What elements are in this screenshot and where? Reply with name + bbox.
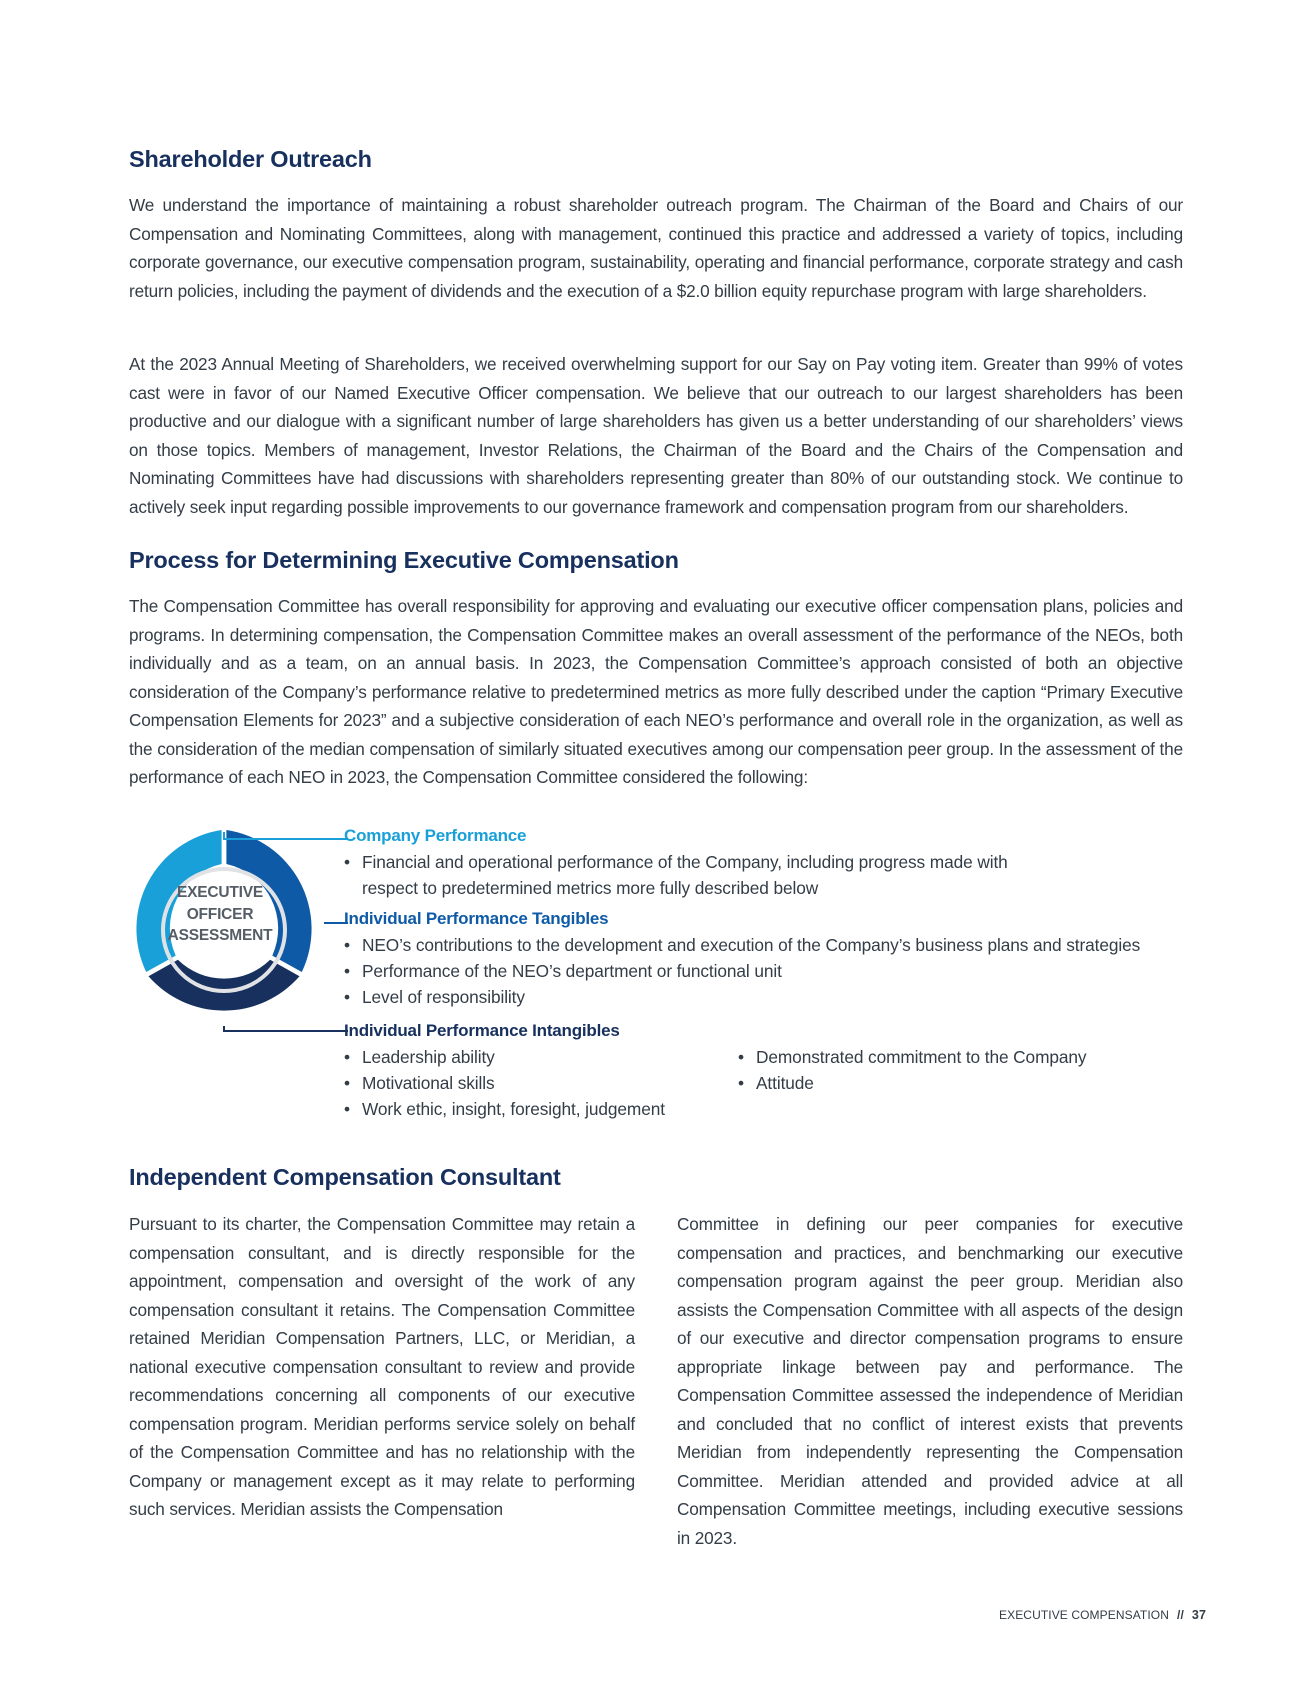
bullet-text: Motivational skills [362, 1073, 495, 1093]
list-item [344, 958, 782, 984]
bullet-text: Leadership ability [362, 1047, 495, 1067]
center-label-line-2: OFFICER [186, 905, 254, 923]
bullet-icon: • [344, 935, 350, 955]
category-performance-tangibles: Individual Performance Tangibles [344, 909, 609, 928]
paragraph-consultant-col-1: Pursuant to its charter, the Compensation Committee may retain a compensation consultant, and is directly responsible for the appointment, compensation and oversight of the work of any compensation consultant it retains. The Compensation Committee retained Meridian Compensation Partners, LLC, or Meridian, a national executive compensation consultant to review and provide recommendations concerning all components of our executive compensation program. Meridian performs service solely on behalf of the Compensation Committee and has no relationship with the Company or management except as it may relate to performing such services. Meridian assists the Compensation [129, 1214, 635, 1519]
list-item [344, 849, 1008, 901]
bullet-text: NEO’s contributions to the development and execution of the Company’s business plans and strategies [362, 935, 1141, 955]
page-footer [999, 1608, 1206, 1622]
footer-separator: // [1177, 1608, 1184, 1622]
bullet-icon: • [344, 1047, 350, 1067]
paragraph-process: The Compensation Committee has overall responsibility for approving and evaluating our executive officer compensation plans, policies and programs. In determining compensation, the Compensation Committee makes an overall assessment of the performance of the NEOs, both individually and as a team, on an annual basis. In 2023, the Compensation Committee’s approach consisted of both an objective consideration of the Company’s performance relative to predetermined metrics as more fully described under the caption “Primary Executive Compensation Elements for 2023” and a subjective consideration of each NEO’s performance and overall role in the organization, as well as the consideration of the median compensation of similarly situated executives among our compensation peer group. In the assessment of the performance of each NEO in 2023, the Compensation Committee considered the following: [129, 596, 1183, 787]
category-company-performance: Company Performance [344, 826, 527, 845]
bullet-text: Attitude [756, 1073, 814, 1093]
list-item [344, 932, 1140, 958]
paragraph-outreach-2: At the 2023 Annual Meeting of Shareholders, we received overwhelming support for our Say on Pay voting item. Greater than 99% of votes cast were in favor of our Named Executive Officer compensation. We believe that our outreach to our largest shareholders has been productive and our dialogue with a significant number of large shareholders has given us a better understanding of our shareholders’ views on those topics. Members of management, Investor Relations, the Chairman of the Board and the Chairs of the Compensation and Nominating Committees have had discussions with shareholders representing greater than 80% of our outstanding stock. We continue to actively seek input regarding possible improvements to our governance framework and compensation program from our shareholders. [129, 354, 1183, 517]
bullet-text: Demonstrated commitment to the Company [756, 1047, 1087, 1067]
heading-shareholder-outreach: Shareholder Outreach [129, 146, 372, 172]
bullet-text: Work ethic, insight, foresight, judgement [362, 1099, 665, 1119]
center-label [130, 882, 310, 947]
footer-section-label: EXECUTIVE COMPENSATION [999, 1608, 1170, 1622]
page-number: 37 [1191, 1608, 1206, 1622]
bullet-text: Financial and operational performance of the Company, including progress made with [362, 852, 1008, 872]
heading-independent-consultant: Independent Compensation Consultant [129, 1164, 561, 1190]
bullet-icon: • [344, 1073, 350, 1093]
list-item [344, 1070, 495, 1096]
heading-process: Process for Determining Executive Compensation [129, 547, 679, 573]
bullet-text-continued: respect to predetermined metrics more fully described below [362, 878, 819, 898]
paragraph-consultant-col-2: Committee in defining our peer companies for executive compensation and practices, and benchmarking our executive compensation program against the peer group. Meridian also assists the Compensation Committee with all aspects of the design of our executive and director compensation programs to ensure appropriate linkage between pay and performance. The Compensation Committee assessed the independence of Meridian and concluded that no conflict of interest exists that prevents Meridian from independently representing the Compensation Committee. Meridian attended and provided advice at all Compensation Committee meetings, including executive sessions in 2023. [677, 1214, 1183, 1548]
center-label-line-3: ASSESSMENT [167, 927, 273, 944]
bullet-icon: • [344, 987, 350, 1007]
bullet-icon: • [738, 1073, 744, 1093]
bullet-text: Level of responsibility [362, 987, 525, 1007]
bullet-icon: • [344, 1099, 350, 1119]
ring-segment-intangibles [149, 960, 300, 1011]
bullet-icon: • [344, 852, 350, 872]
list-item [344, 1044, 495, 1070]
list-item [738, 1044, 1086, 1070]
list-item [738, 1070, 814, 1096]
category-performance-intangibles: Individual Performance Intangibles [344, 1021, 620, 1040]
bullet-icon: • [344, 961, 350, 981]
list-item [344, 1096, 665, 1122]
center-label-line-1: EXECUTIVE [176, 884, 264, 901]
bullet-text: Performance of the NEO’s department or functional unit [362, 961, 782, 981]
connector-intangibles [224, 1026, 348, 1031]
bullet-icon: • [738, 1047, 744, 1067]
paragraph-outreach-1: We understand the importance of maintaining a robust shareholder outreach program. The Chairman of the Board and Chairs of our Compensation and Nominating Committees, along with management, continued this practice and addressed a variety of topics, including corporate governance, our executive compensation program, sustainability, operating and financial performance, corporate strategy and cash return policies, including the payment of dividends and the execution of a $2.0 billion equity repurchase program with large shareholders. [129, 195, 1183, 301]
list-item [344, 984, 525, 1010]
